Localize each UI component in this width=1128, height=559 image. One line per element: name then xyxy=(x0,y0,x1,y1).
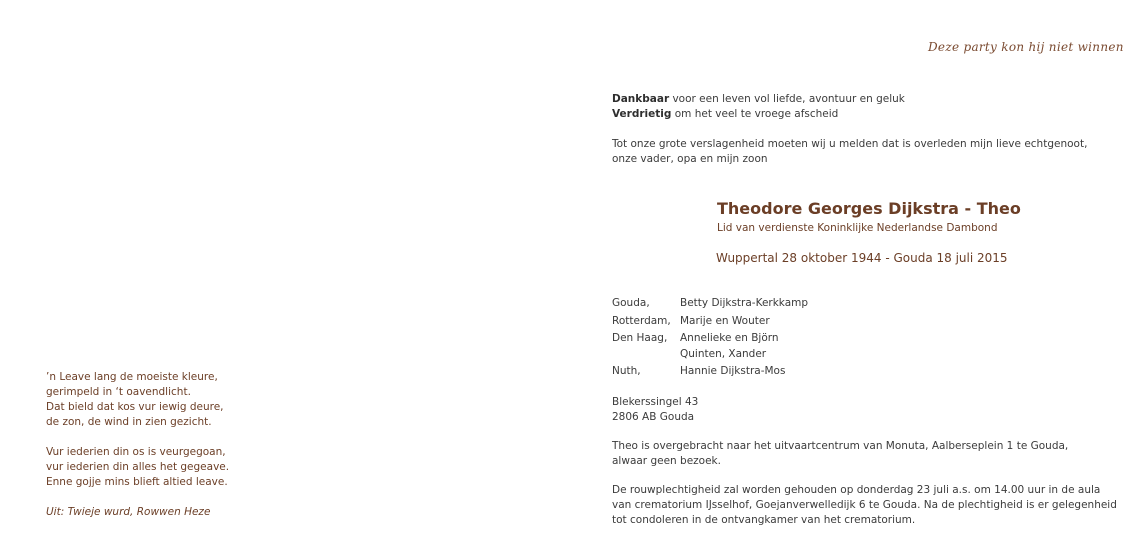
poem-line: gerimpeld in ‘t oavendlicht. xyxy=(46,386,191,398)
intro-line-4: onze vader, opa en mijn zoon xyxy=(612,153,768,165)
family-names xyxy=(680,362,808,380)
intro-bold-word: Verdrietig xyxy=(612,108,672,120)
family-name: Annelieke en Björn xyxy=(680,332,779,344)
family-place: Rotterdam, xyxy=(612,314,671,327)
intro-line-2 xyxy=(612,107,1087,122)
family-name: Quinten, Xander xyxy=(680,347,767,360)
family-name: Betty Dijkstra-Kerkkamp xyxy=(680,297,809,309)
family-list xyxy=(612,296,808,380)
family-name: Marije en Wouter xyxy=(680,314,770,327)
ceremony-notice xyxy=(612,483,1117,528)
tagline: Deze party kon hij niet winnen xyxy=(928,40,1124,54)
family-row xyxy=(612,296,808,312)
intro-line-text: voor een leven vol liefde, avontuur en geluk xyxy=(669,93,905,105)
poem-stanza-2 xyxy=(46,445,229,490)
family-names xyxy=(680,329,808,362)
transfer-notice xyxy=(612,439,1068,469)
intro-line-3: Tot onze grote verslagenheid moeten wij u melden dat is overleden mijn lieve echtgenoot, xyxy=(612,138,1088,150)
address-street: Blekerssingel 43 xyxy=(612,396,699,408)
ceremony-line: van crematorium IJsselhof, Goejanverwelledijk 6 te Gouda. Na de plechtigheid is er gelegenheid xyxy=(612,499,1117,511)
intro-text xyxy=(612,92,1087,167)
family-names xyxy=(680,296,808,312)
address-city: 2806 AB Gouda xyxy=(612,411,695,423)
ceremony-line: tot condoleren in de ontvangkamer van het crematorium. xyxy=(612,514,916,526)
family-place: Nuth, xyxy=(612,365,641,377)
poem xyxy=(46,370,229,520)
family-place: Den Haag, xyxy=(612,332,668,344)
intro-line-text: om het veel te vroege afscheid xyxy=(671,108,839,120)
poem-line: ’n Leave lang de moeiste kleure, xyxy=(46,371,218,383)
family-row xyxy=(612,329,808,362)
poem-line: Dat bield dat kos vur iewig deure, xyxy=(46,401,224,413)
transfer-line: alwaar geen bezoek. xyxy=(612,455,721,467)
deceased-block xyxy=(717,198,1021,236)
family-row xyxy=(612,362,808,380)
family-place: Gouda, xyxy=(612,297,650,309)
family-names xyxy=(680,312,808,330)
poem-line: de zon, de wind in zien gezicht. xyxy=(46,416,212,428)
poem-line: vur iederien din alles het gegeave. xyxy=(46,461,230,473)
ceremony-line: De rouwplechtigheid zal worden gehouden op donderdag 23 juli a.s. om 14.00 uur in de aula xyxy=(612,484,1101,496)
poem-source: Uit: Twieje wurd, Rowwen Heze xyxy=(46,506,211,518)
transfer-line: Theo is overgebracht naar het uitvaartcentrum van Monuta, Aalberseplein 1 te Gouda, xyxy=(612,440,1069,452)
poem-stanza-1 xyxy=(46,370,229,430)
correspondence-address xyxy=(612,395,698,425)
poem-line: Enne gojje mins blieft altied leave. xyxy=(46,476,228,488)
deceased-name: Theodore Georges Dijkstra - Theo xyxy=(717,199,1021,218)
intro-bold-word: Dankbaar xyxy=(612,93,670,105)
poem-line: Vur iederien din os is veurgegoan, xyxy=(46,446,226,458)
family-row xyxy=(612,312,808,330)
deceased-subtitle: Lid van verdienste Koninklijke Nederlandse Dambond xyxy=(717,222,998,234)
deceased-dates: Wuppertal 28 oktober 1944 - Gouda 18 juli 2015 xyxy=(716,251,1008,265)
intro-line-1 xyxy=(612,92,1087,107)
family-name: Hannie Dijkstra-Mos xyxy=(680,365,786,377)
